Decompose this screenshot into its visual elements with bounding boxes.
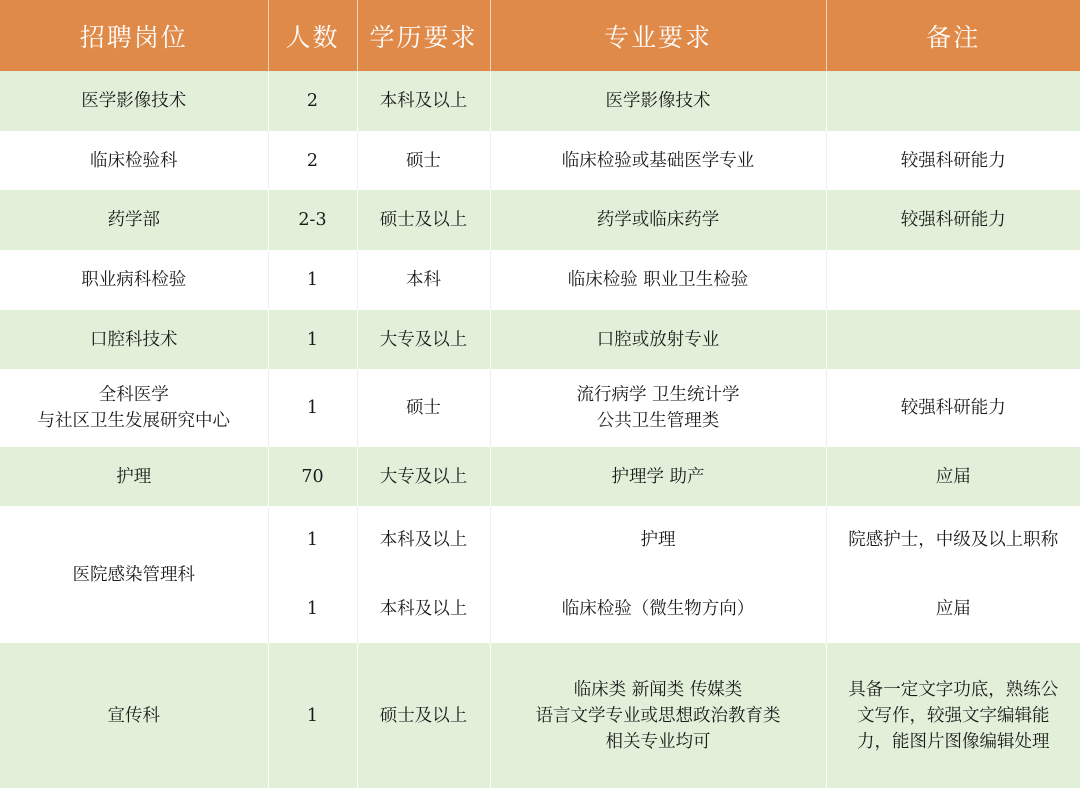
education-cell: 本科及以上 (357, 506, 490, 574)
table-row (0, 131, 1080, 190)
note-cell: 院感护士，中级及以上职称 (826, 506, 1080, 574)
major-cell: 口腔或放射专业 (490, 310, 826, 369)
education-cell: 本科及以上 (357, 71, 490, 131)
note-cell (826, 250, 1080, 310)
header-count: 人数 (268, 0, 357, 71)
education-cell: 硕士及以上 (357, 190, 490, 250)
position-line: 全科医学 (98, 385, 169, 405)
major-cell (490, 369, 826, 447)
header-education: 学历要求 (357, 0, 490, 71)
education-cell: 大专及以上 (357, 310, 490, 369)
note-line: 具备一定文字功底，熟练公 (848, 679, 1059, 700)
major-cell: 药学或临床药学 (490, 190, 826, 250)
table-row (0, 643, 1080, 788)
note-cell (826, 310, 1080, 369)
position-line: 与社区卫生发展研究中心 (37, 411, 230, 431)
table-row (0, 310, 1080, 369)
major-line: 临床类 新闻类 传媒类 (573, 679, 743, 700)
position-cell: 药学部 (0, 190, 268, 250)
note-line: 文写作，较强文字编辑能 (857, 705, 1050, 726)
education-cell: 大专及以上 (357, 447, 490, 506)
table-row (0, 506, 1080, 574)
header-row (0, 0, 1080, 71)
note-cell: 较强科研能力 (826, 369, 1080, 447)
education-cell: 本科及以上 (357, 574, 490, 643)
count-cell: 2-3 (268, 190, 357, 250)
count-cell: 1 (268, 310, 357, 369)
count-cell: 1 (268, 506, 357, 574)
position-cell (0, 369, 268, 447)
position-cell: 临床检验科 (0, 131, 268, 190)
position-cell: 职业病科检验 (0, 250, 268, 310)
note-line: 力，能图片图像编辑处理 (857, 731, 1050, 752)
position-cell: 宣传科 (0, 643, 268, 788)
count-cell: 2 (268, 71, 357, 131)
table-row (0, 71, 1080, 131)
note-cell (826, 71, 1080, 131)
major-cell: 临床检验（微生物方向） (490, 574, 826, 643)
table-row (0, 369, 1080, 447)
header-note: 备注 (826, 0, 1080, 71)
education-cell: 硕士及以上 (357, 643, 490, 788)
major-cell: 医学影像技术 (490, 71, 826, 131)
major-cell (490, 643, 826, 788)
note-cell: 应届 (826, 574, 1080, 643)
major-line: 公共卫生管理类 (596, 411, 720, 431)
position-cell: 口腔科技术 (0, 310, 268, 369)
major-line: 流行病学 卫生统计学 (576, 385, 740, 405)
major-cell: 临床检验或基础医学专业 (490, 131, 826, 190)
count-cell: 2 (268, 131, 357, 190)
table-row (0, 250, 1080, 310)
major-cell: 护理 (490, 506, 826, 574)
note-cell: 较强科研能力 (826, 131, 1080, 190)
note-cell: 应届 (826, 447, 1080, 506)
position-cell: 护理 (0, 447, 268, 506)
count-cell: 1 (268, 643, 357, 788)
major-line: 相关专业均可 (605, 731, 711, 752)
count-cell: 1 (268, 574, 357, 643)
education-cell: 硕士 (357, 369, 490, 447)
count-cell: 70 (268, 447, 357, 506)
table-row (0, 447, 1080, 506)
note-cell: 较强科研能力 (826, 190, 1080, 250)
position-cell: 医院感染管理科 (0, 506, 268, 643)
header-major: 专业要求 (490, 0, 826, 71)
table-row (0, 190, 1080, 250)
header-position: 招聘岗位 (0, 0, 268, 71)
education-cell: 硕士 (357, 131, 490, 190)
count-cell: 1 (268, 250, 357, 310)
major-line: 语言文学专业或思想政治教育类 (535, 705, 781, 726)
major-cell: 临床检验 职业卫生检验 (490, 250, 826, 310)
note-cell (826, 643, 1080, 788)
count-cell: 1 (268, 369, 357, 447)
major-cell: 护理学 助产 (490, 447, 826, 506)
position-cell: 医学影像技术 (0, 71, 268, 131)
education-cell: 本科 (357, 250, 490, 310)
